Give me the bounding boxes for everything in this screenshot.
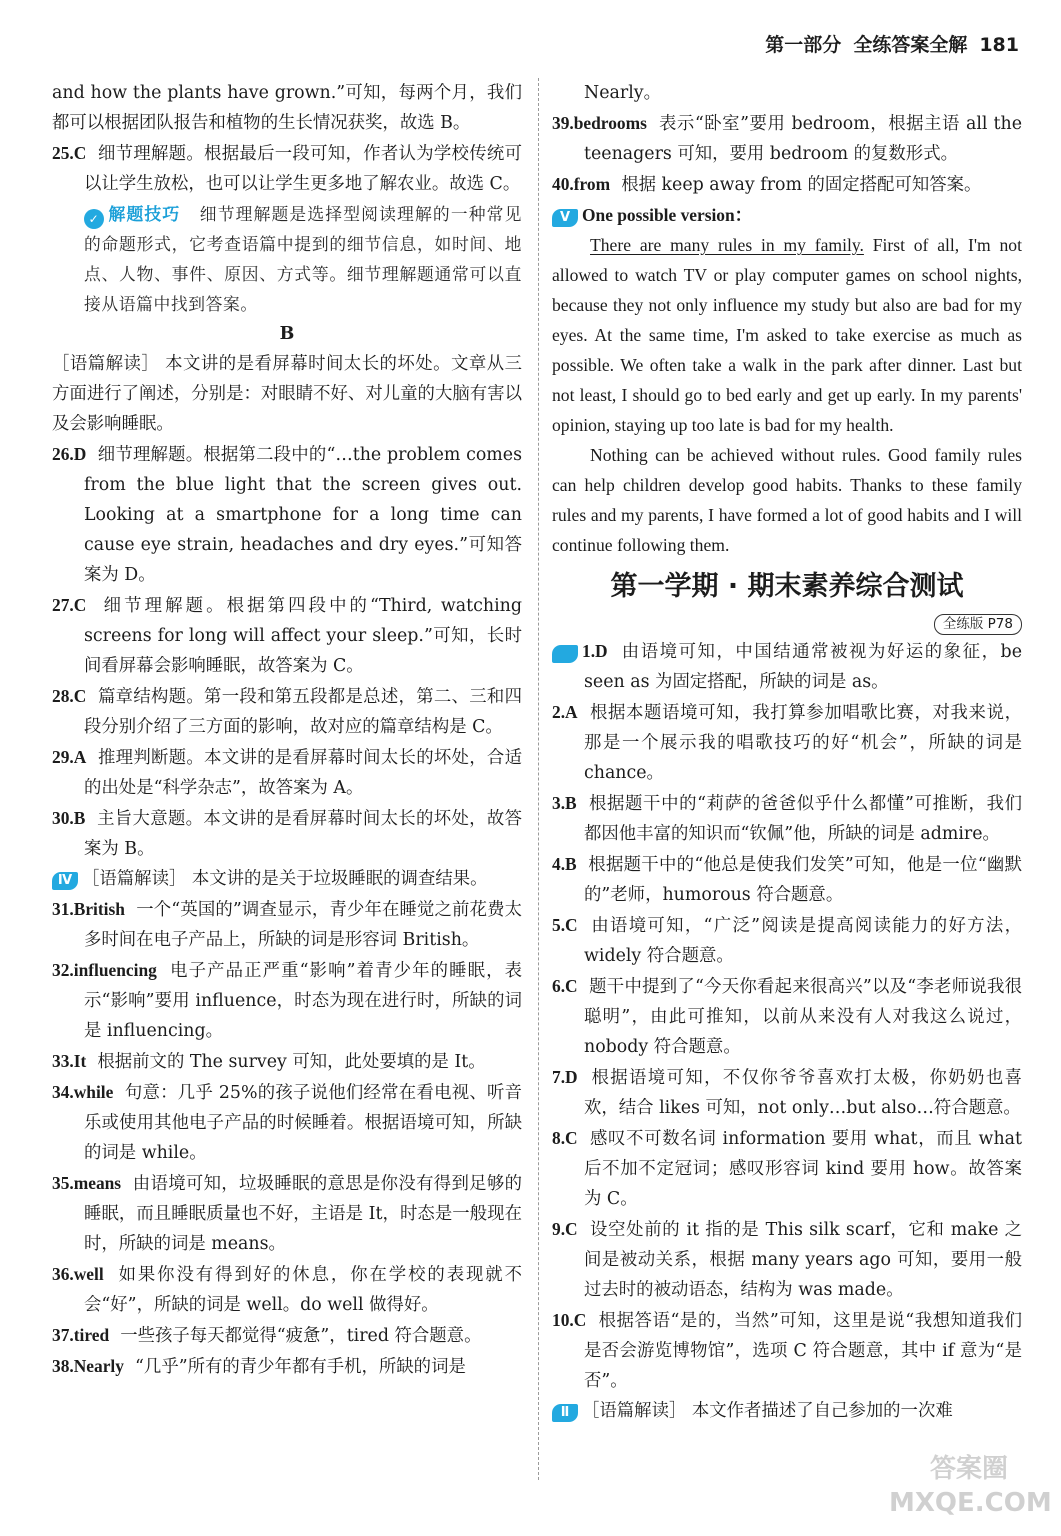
reading-note-4 [52,864,522,894]
answer-text: 由语境可知，中国结通常被视为好运的象征，be seen as 为固定搭配，所缺的词是 as。 [584,642,1022,692]
answer-number: 30.B [52,808,86,828]
answer-5 [552,910,1022,971]
answer-number: 9.C [552,1219,578,1239]
answer-32 [52,955,522,1046]
answer-6 [552,971,1022,1062]
tip-box [52,199,522,319]
answer-number: 28.C [52,686,87,706]
answer-number: 34.while [52,1082,114,1102]
tip-icon: ✓ [84,209,104,229]
answer-number: 25.C [52,143,87,163]
ref-row [552,608,1022,636]
answer-text: 细节理解题。根据最后一段可知，作者认为学校传统可以让学生放松，也可以让学生更多地了解农业。故选 C。 [84,144,522,194]
essay-paragraph-2: Nothing can be achieved without rules. Good family rules can help children develop good habits. Thanks to these family rules and my parents, I have formed a lot of good habits and I will continue following them. [552,445,1022,555]
essay-paragraph-1 [552,230,1022,440]
left-column [52,78,522,1382]
part-badge: Ⅰ [552,645,578,663]
answer-26 [52,439,522,590]
continued-paragraph: and how the plants have grown.”可知，每两个月，我们都可以根据团队报告和植物的生长情况获奖，故选 B。 [52,83,522,133]
reading-note-text: ［语篇解读］ 本文讲的是关于垃圾睡眠的调查结果。 [82,869,488,889]
answer-number: 2.A [552,702,578,722]
answer-text: 由语境可知，垃圾睡眠的意思是你没有得到足够的睡眠，而且睡眠质量也不好，主语是 It，时态是一般现在时，所缺的词是 means。 [84,1174,522,1254]
answer-10 [552,1305,1022,1396]
answer-text: 句意：几乎 25%的孩子说他们经常在看电视、听音乐或使用其他电子产品的时候睡着。根据语境可知，所缺的词是 while。 [84,1083,522,1163]
answer-number: 32.influencing [52,960,157,980]
reading-note-b: ［语篇解读］ 本文讲的是看屏幕时间太长的坏处。文章从三方面进行了阐述，分别是：对眼睛不好、对儿童的大脑有害以及会影响睡眠。 [52,354,522,434]
answer-text: 根据前文的 The survey 可知，此处要填的是 It。 [97,1052,486,1072]
right-column [546,78,1023,1426]
answer-text: 主旨大意题。本文讲的是看屏幕时间太长的坏处，故答案为 B。 [84,809,522,859]
answer-text: “几乎”所有的青少年都有手机，所缺的词是 [135,1357,466,1377]
answer-text: 细节理解题。根据第四段中的“Third, watching screens for long will affect your sleep.”可知，长时间看屏幕会影响睡眠，故答案为 C。 [84,596,522,676]
answer-text: 根据答语“是的，当然”可知，这里是说“我想知道我们是否会游览博物馆”，选项 C 符合题意，其中 if 意为“是否”。 [584,1311,1022,1391]
reading-note-2 [552,1396,1022,1426]
answer-number: 3.B [552,793,577,813]
answer-number: 39.bedrooms [552,113,647,133]
page-reference: 全练版 P78 [934,614,1022,635]
answer-38 [52,1351,522,1382]
answer-number: 33.It [52,1051,87,1071]
answer-text: 一些孩子每天都觉得“疲惫”，tired 符合题意。 [120,1326,482,1346]
answer-text: 根据题干中的“他总是使我们发笑”可知，他是一位“幽默的”老师，humorous 符合题意。 [584,855,1022,905]
watermark-logo [889,1452,1052,1522]
answer-40 [552,169,1022,200]
part-badge: Ⅱ [552,1404,578,1422]
answer-number: 1.D [582,641,608,661]
possible-version-label [552,200,1022,230]
answer-text: 细节理解题。根据第二段中的“…the problem comes from the blue light that the screen gives out. Looking at a smartphone for a long time can cause eye strain, headaches and dry eyes.”可知答案为 D。 [84,445,522,585]
answer-31 [52,894,522,955]
column-divider [538,78,539,1480]
answer-number: 29.A [52,747,87,767]
answer-4 [552,849,1022,910]
answer-36 [52,1259,522,1320]
answer-text: 根据 keep away from 的固定搭配可知答案。 [621,175,982,195]
answer-text: 电子产品正严重“影响”着青少年的睡眠，表示“影响”要用 influence，时态为现在进行时，所缺的词是 influencing。 [84,961,522,1041]
answer-number: 26.D [52,444,87,464]
answer-3 [552,788,1022,849]
page-header [765,30,1019,57]
answer-29 [52,742,522,803]
answer-number: 40.from [552,174,611,194]
header-section: 第一部分 [765,34,842,56]
essay-topic-sentence: There are many rules in my family. [590,235,864,255]
answer-30 [52,803,522,864]
answer-39 [552,108,1022,169]
watermark-line-2: MXQE.COM [889,1488,1052,1518]
answer-number: 8.C [552,1128,578,1148]
answer-28 [52,681,522,742]
answer-2 [552,697,1022,788]
answer-8 [552,1123,1022,1214]
answer-number: 27.C [52,595,87,615]
answer-35 [52,1168,522,1259]
answer-text: 设空处前的 it 指的是 This silk scarf，它和 make 之间是被动关系，根据 many years ago 可知，要用一般过去时的被动语态，结构为 was made。 [584,1220,1023,1300]
header-subtitle: 全练答案全解 [853,34,968,56]
answer-number: 7.D [552,1067,578,1087]
answer-37 [52,1320,522,1351]
part-badge: Ⅳ [52,872,78,890]
sample-essay [552,230,1022,560]
answer-text: 题干中提到了“今天你看起来很高兴”以及“李老师说我很聪明”，由此可推知，以前从来没有人对我这么说过，nobody 符合题意。 [584,977,1022,1057]
tip-title: 解题技巧 [108,204,181,224]
section-title: 第一学期 · 期末素养综合测试 [610,571,964,602]
answer-number: 4.B [552,854,577,874]
section-b-heading: B [279,324,295,344]
answer-text: 根据题干中的“莉萨的爸爸似乎什么都懂”可推断，我们都因他丰富的知识而“钦佩”他，所缺的词是 admire。 [584,794,1022,844]
answer-number: 35.means [52,1173,122,1193]
answer-number: 38.Nearly [52,1356,124,1376]
answer-33 [52,1046,522,1077]
answer-9 [552,1214,1022,1305]
essay-paragraph-1-text: First of all, I'm not allowed to watch TV or play computer games on school nights, because they not only influence my study but also are bad for my eyes. At the same time, I'm asked to take exercise as much as possible. We often take a walk in the park after dinner. Last but not least, I should go to bed early and get up early. In my parents' opinion, staying up too late is bad for my health. [552,235,1022,435]
version-label: One possible version： [582,205,753,225]
answer-34 [52,1077,522,1168]
answer-text: 篇章结构题。第一段和第五段都是总述，第二、三和四段分别介绍了三方面的影响，故对应的篇章结构是 C。 [84,687,522,737]
answer-text: 根据语境可知，不仅你爷爷喜欢打太极，你奶奶也喜欢，结合 likes 可知，not only…but also…符合题意。 [584,1068,1022,1118]
reading-note-text: ［语篇解读］ 本文作者描述了自己参加的一次难 [582,1401,953,1421]
answer-text: 根据本题语境可知，我打算参加唱歌比赛，对我来说，那是一个展示我的唱歌技巧的好“机会”，所缺的词是 chance。 [584,703,1022,783]
answer-7 [552,1062,1022,1123]
answer-number: 10.C [552,1310,587,1330]
answer-1 [546,636,1022,697]
answer-text: 感叹不可数名词 information 要用 what，而且 what 后不加不定冠词；感叹形容词 kind 要用 how。故答案为 C。 [584,1129,1023,1209]
answer-number: 36.well [52,1264,104,1284]
answer-number: 6.C [552,976,578,996]
answer-text: 表示“卧室”要用 bedroom，根据主语 all the teenagers 可知，要用 bedroom 的复数形式。 [584,114,1022,164]
answer-text: 推理判断题。本文讲的是看屏幕时间太长的坏处，合适的出处是“科学杂志”，故答案为 A。 [84,748,522,798]
answer-number: 5.C [552,915,578,935]
answer-text: 如果你没有得到好的休息，你在学校的表现就不会“好”，所缺的词是 well。do well 做得好。 [84,1265,522,1315]
page-number: 181 [979,34,1019,56]
answer-text: 一个“英国的”调查显示，青少年在睡觉之前花费太多时间在电子产品上，所缺的词是形容词 British。 [84,900,522,950]
answer-number: 37.tired [52,1325,110,1345]
part-badge: Ⅴ [552,209,578,227]
continued-answer: Nearly。 [584,83,661,103]
answer-27 [52,590,522,681]
tip-text: 细节理解题是选择型阅读理解的一种常见的命题形式，它考查语篇中提到的细节信息，如时间、地点、人物、事件、原因、方式等。细节理解题通常可以直接从语篇中找到答案。 [84,204,523,314]
answer-text: 由语境可知，“广泛”阅读是提高阅读能力的好方法，widely 符合题意。 [584,916,1022,966]
watermark-line-1: 答案圈 [929,1454,1008,1484]
answer-number: 31.British [52,899,125,919]
answer-25 [52,138,522,199]
